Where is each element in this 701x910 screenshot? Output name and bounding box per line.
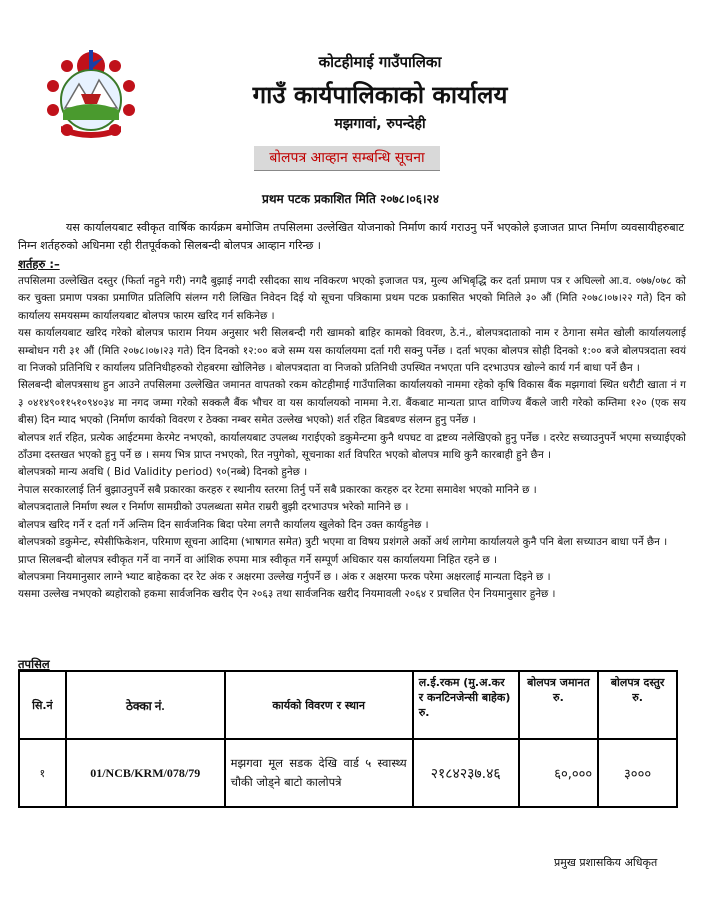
term-item: बोलपत्रको डकुमेन्ट, स्पेसीफिकेशन, परिमाण सूचना आदिमा (भाषागत समेत) त्रुटी भएमा वा विषय प्रशंगले अर्को अर्थ लागेमा कार्यालयले कुनै पनि बेला सच्याउन बाधा पर्ने छैन । — [18, 536, 668, 549]
cell-description: मझगवा मूल सडक देखि वार्ड ५ स्वास्थ्य चौकी जोड्ने बाटो कालोपत्रे — [225, 739, 413, 807]
term-item: सिलबन्दी बोलपत्रसाथ हुन आउने तपसिलमा उल्लेखित जमानत वापतको रकम कोटहीमाई गाउँपालिका कार्यालयको नाममा रहेको कृषि विकास बैंक मझगावां स्थित धरौटी खाता नं ग ३ ०४१४९०११५१०९४०३४ मा नगद जम्मा गरेको सक्कलै बैंक भौचर वा यस कार्यालयको नाममा ने.रा. बैंकबाट मान्यता प्राप्त वाणिज्य बैंकले जारी गरेको कम्तिमा १२० (एक सय बीस) दिन म्याद भएको (निर्माण कार्यको विवरण र ठेक्का नम्बर समेत उल्लेख भएको) शर्त रहित बिडबण्ड संलग्न हुनु पर्नेछ । — [18, 379, 686, 427]
table-row — [19, 739, 677, 807]
cell-estimate: २१८४२३७.४६ — [413, 739, 519, 807]
municipality-name: कोटहीमाई गाउँपालिका — [318, 53, 442, 71]
schedule-heading: तपसिल — [18, 657, 50, 671]
col-header-estimate: ल.ई.रकम (मु.अ.कर र कनटिनजेन्सी बाहेक) रु. — [413, 671, 519, 739]
term-item: बोलपत्रदाताले निर्माण स्थल र निर्माण सामग्रीको उपलब्धता समेत राम्ररी बुझी दरभाउपत्र भरेको मानिने छ । — [18, 501, 409, 514]
term-item: प्राप्त सिलबन्दी बोलपत्र स्वीकृत गर्ने वा नगर्ने वा आंशिक रुपमा मात्र स्वीकृत गर्ने सम्पूर्ण अधिकार यस कार्यालयमा निहित रहने छ । — [18, 553, 498, 566]
cell-bid-security: ६०,००० — [519, 739, 598, 807]
cell-contract-no: 01/NCB/KRM/078/79 — [66, 739, 225, 807]
col-header-contract-no: ठेक्का नं. — [66, 671, 225, 739]
term-item: नेपाल सरकारलाई तिर्न बुझाउनुपर्ने सबै प्रकारका करहरु र स्थानीय स्तरमा तिर्नु पर्ने सबै प्रकारका करहरु दर रेटमा समावेश भएको मानिने छ । — [18, 483, 537, 496]
office-title: गाउँ कार्यपालिकाको कार्यालय — [252, 81, 508, 109]
term-item: यस कार्यालयबाट खरिद गरेको बोलपत्र फाराम नियम अनुसार भरी सिलबन्दी गरी खामको बाहिर कामको विवरण, ठे.नं., बोलपत्रदाताको नाम र ठेगाना समेत खोली कार्यालयलाई सम्बोधन गरी ३१ औं (मिति २०७८।०७।२३ गते) दिन दिनको १२:०० बजे सम्म यस कार्यालयमा दर्ता गरी सक्नु पर्नेछ । दर्ता भएका बोलपत्र सोही दिनको १:०० बजे बोलपत्रदाता स्वयं वा निजको प्रतिनिधि र कार्यालय प्रतिनिधीहरुको रोहबरमा खोलिनेछ । बोलपत्रदाता वा निजको प्रतिनिधी उपस्थित नभएता पनि दरभाउपत्र खोल्ने कार्य गर्न बाधा पर्ने छैन । — [18, 327, 686, 375]
intro-paragraph: यस कार्यालयबाट स्वीकृत वार्षिक कार्यक्रम बमोजिम तपसिलमा उल्लेखित योजनाको निर्माण कार्य गराउनु पर्ने भएकोले इजाजत प्राप्त निर्माण व्यवसायीहरुबाट निम्न शर्तहरुको अधिनमा रही रीतपूर्वकको सिलबन्दी बोलपत्र आव्हान गरिन्छ । — [18, 221, 684, 252]
publication-date: प्रथम पटक प्रकाशित मिति २०७८।०६।२४ — [262, 192, 439, 206]
terms-heading: शर्तहरु :– — [18, 257, 60, 271]
col-header-bid-security: बोलपत्र जमानत रु. — [519, 671, 598, 739]
signature-title: प्रमुख प्रशासकिय अधिकृत — [554, 856, 658, 869]
table-header-row — [19, 671, 677, 739]
term-item: बोलपत्र शर्त रहित, प्रत्येक आईटममा केरमेट नभएको, कार्यालयबाट उपलब्ध गराईएको डकुमेन्टमा कुनै थपघट वा द्रष्टव्य नलेखिएको हुनु पर्नेछ । दररेट सच्याउनुपर्ने भएमा सच्याईएको ठाँउमा दस्तखत भएको हुनु पर्ने छ । समय भित्र प्राप्त नभएको, रित नपुगेको, सूचनाका शर्त विपरित भएको बोलपत्र माथि कुनै कारबाही हुने छैन । — [18, 431, 686, 462]
terms-list — [18, 273, 686, 604]
col-header-bid-fee: बोलपत्र दस्तुर रु. — [598, 671, 677, 739]
term-item: यसमा उल्लेख नभएको ब्यहोराको हकमा सार्वजनिक खरीद ऐन २०६३ तथा सार्वजनिक खरीद नियमावली २०६४ र प्रचलित ऐन नियमानुसार हुनेछ । — [18, 588, 556, 601]
term-item: तपसिलमा उल्लेखित दस्तुर (फिर्ता नहुने गरी) नगदै बुझाई नगदी रसीदका साथ नविकरण भएको इजाजत पत्र, मुल्य अभिबृद्धि कर दर्ता प्रमाण पत्र र अघिल्लो आ.व. ०७७/०७८ को कर चुक्ता प्रमाण पत्रका प्रमाणित प्रतिलिपि संलग्न गरी लिखित निवेदन दिई यो सूचना पत्रिकामा प्रथम पटक प्रकासित भएको मितिले ३० औं (मिति २०७८।०७।२२ गते) दिन को कार्यालय समयसम्म कार्यालयबाट बोलपत्र फारम खरिद गर्न सकिनेछ । — [18, 275, 686, 322]
term-item: बोलपत्रमा नियमानुसार लाग्ने भ्याट बाहेकका दर रेट अंक र अक्षरमा उल्लेख गर्नुपर्ने छ । अंक र अक्षरमा फरक परेमा अक्षरलाई मान्यता दिइने छ । — [18, 570, 551, 583]
cell-bid-fee: ३००० — [598, 739, 677, 807]
term-item: बोलपत्रको मान्य अवधि ( Bid Validity period) ९०(नब्बे) दिनको हुनेछ । — [18, 466, 308, 479]
col-header-description: कार्यको विवरण र स्थान — [225, 671, 413, 739]
term-item: बोलपत्र खरिद गर्ने र दर्ता गर्ने अन्तिम दिन सार्वजनिक बिदा परेमा लगत्तै कार्यालय खुलेको दिन उक्त कार्यहुनेछ । — [18, 518, 429, 531]
cell-sn: १ — [19, 739, 66, 807]
col-header-sn: सि.नं — [19, 671, 66, 739]
notice-title: बोलपत्र आव्हान सम्बन्धि सूचना — [254, 146, 440, 171]
schedule-table — [18, 670, 678, 808]
office-location: मझगावां, रुपन्देही — [334, 116, 426, 132]
government-emblem-icon — [44, 48, 138, 144]
